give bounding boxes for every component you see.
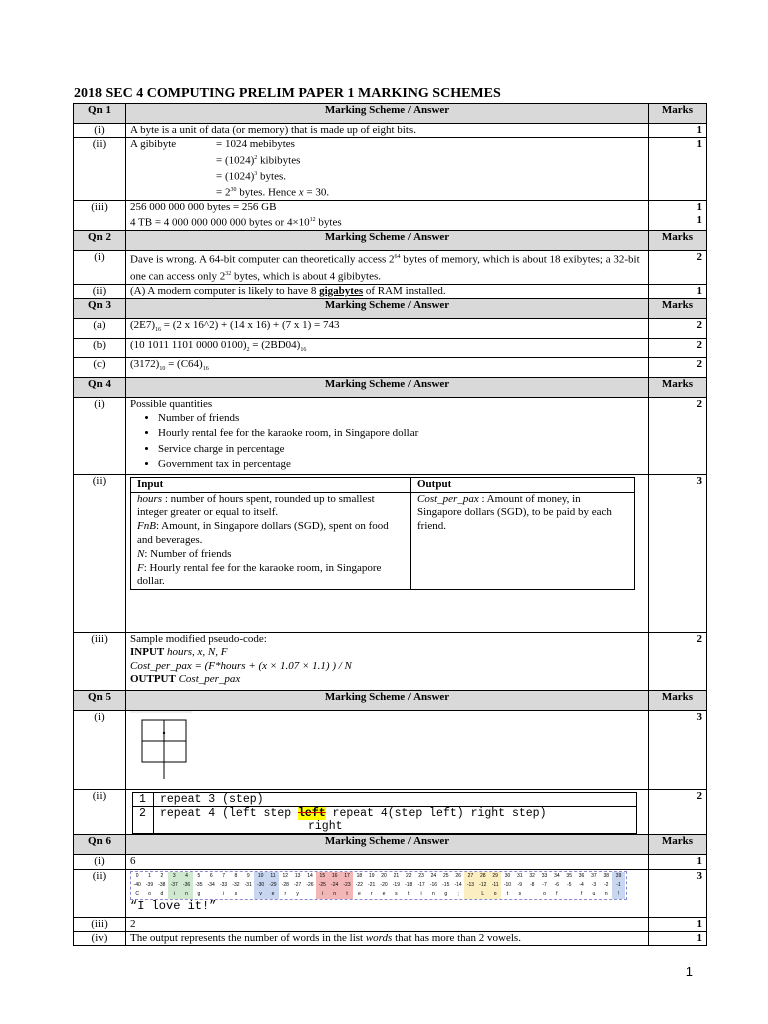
grid-cell-row3: n [329,890,341,899]
marks-value: 2 [649,790,707,835]
table-row [74,124,707,138]
grid-cell-row3: s [234,890,238,897]
table-row [74,284,707,298]
grid-cell-row1: 19 [368,872,375,879]
grid-cell-row2: -31 [244,881,252,888]
grid-cell-row3: o [543,890,546,897]
marks-value: 2 [649,397,707,474]
grid-cell-row2: -12 [477,881,489,890]
grid-cell-row3: L [477,890,489,899]
grid-cell-row3: s [395,890,398,897]
answer-output: “I love it!” [130,898,217,913]
answer-text: The output represents the number of words in the list words that has more than 2 vowels. [126,932,649,946]
marks-header: Marks [649,690,707,710]
grid-cell-row1: 7 [222,872,225,879]
grid-cell-row3 [242,890,254,899]
answer-text: (10 1011 1101 0000 $0100)_2 = (2BD04)_{16}$ [126,338,649,358]
grid-cell-row3: n [180,890,192,899]
grid-cell-row1: 23 [418,872,424,879]
grid-cell-row1: 20 [381,872,387,879]
grid-cell-row1: 26 [455,872,461,879]
marks-value: 2 [649,358,707,378]
grid-cell-row1: 32 [529,872,535,879]
grid-cell-row3: t [506,890,509,897]
grid-cell-row1: 11 [267,872,279,881]
answer-text: 6 [126,855,649,869]
quantities-list [130,411,644,472]
part-label: (a) [74,319,126,339]
grid-cell-row3: ! [612,890,624,899]
grid-cell-row2: -13 [464,881,476,890]
qn-label: Qn 5 [74,690,126,710]
marks-value: 2 [649,632,707,690]
grid-cell-row1: 15 [316,872,328,881]
table-row [74,474,707,632]
grid-cell-row1: 37 [591,872,597,879]
list-item: • Hourly rental fee for the karaoke room, in Singapore dollar [158,426,644,441]
grid-cell-row3: y [296,890,299,897]
grid-cell-row1: 36 [578,872,585,879]
grid-cell-row1: 0 [135,872,139,879]
grid-cell-row2: -7 [542,881,547,888]
grid-cell-row3: C [135,890,139,897]
marks-value: 3 [649,710,707,789]
table-row [74,790,707,835]
marks-value: 2 [649,251,707,284]
grid-cell-row3: g [444,890,448,897]
path-drawing [130,711,200,785]
part-label: (iv) [74,932,126,946]
marks-value: 2 [649,319,707,339]
grid-cell-row3 [526,890,538,899]
section-header-q5 [74,690,707,710]
grid-cell-row1: 35 [566,872,572,879]
grid-cell-row2: -28 [281,881,289,888]
answer-header: Marking Scheme / Answer [126,231,649,251]
grid-cell-row3: i [223,890,225,897]
grid-cell-row1: 16 [329,872,341,881]
answer-header: Marking Scheme / Answer [126,377,649,397]
part-label: (b) [74,338,126,358]
table-row [74,917,707,931]
marking-scheme-table [73,103,707,946]
grid-cell-row1: 6 [209,872,213,879]
grid-cell-row1: 8 [234,872,238,879]
grid-cell-row1: 29 [489,872,501,881]
grid-cell-row1: 3 [168,872,180,881]
table-row [74,397,707,474]
grid-cell-row2: -32 [232,881,240,888]
grid-cell-row1: 2 [160,872,164,879]
grid-cell-row2: -24 [329,881,341,890]
grid-cell-row2: -36 [180,881,192,890]
marks-value: 1 [649,138,707,201]
grid-cell-row2: -22 [355,881,363,888]
grid-cell-row2: -30 [254,881,266,890]
section-header-q6 [74,835,707,855]
grid-cell-row3: i [168,890,180,899]
grid-cell-row1: 14 [307,872,313,879]
grid-cell-row3: r [284,890,287,897]
grid-cell-row2: -18 [405,881,413,888]
struck-word: left [298,807,326,821]
grid-cell-row2: -21 [368,881,376,888]
grid-cell-row2: -2 [604,881,609,888]
answer-text [126,869,649,917]
table-row [74,338,707,358]
grid-cell-row3: o [148,890,151,897]
grid-cell-row2: -14 [454,881,462,888]
part-label: (i) [74,397,126,474]
marks-value: 1 [649,917,707,931]
answer-header: Marking Scheme / Answer [126,104,649,124]
grid-cell-row3: r [370,890,373,897]
grid-cell-row2: -39 [145,881,154,888]
grid-cell-row1: 27 [464,872,476,881]
section-header-q1 [74,104,707,124]
qn-label: Qn 2 [74,231,126,251]
grid-cell-row1: 5 [197,872,201,879]
grid-cell-row3: i [420,890,422,897]
grid-cell-row1: 28 [477,872,489,881]
grid-cell-row3 [304,890,316,899]
part-label: (i) [74,710,126,789]
answer-text: A gibibyte = 1024 mebibytes = $(1024)^2$ kibibytes = $(1024)^3$ bytes. = $2^{30}$ bytes. Hence x = 30. [126,138,649,201]
part-label: (iii) [74,201,126,231]
line-number: 2 [133,807,154,834]
marks-value: 1 1 [649,201,707,231]
part-label: (c) [74,358,126,378]
answer-text: Dave is wrong. A 64-bit computer can theoretically access $2^{64}$ bytes of memory, which is about 18 exibytes; a 32-bit one can access only $2^{32}$ bytes, which is about 4 gibibytes. [126,251,649,284]
grid-cell-row1: 33 [541,872,548,879]
output-cell: Cost_per_pax : Amount of money, in Singapore dollars (SGD), to be paid by each friend. [411,492,635,590]
table-row [74,138,707,201]
section-header-q2 [74,231,707,251]
part-label: (ii) [74,138,126,201]
table-row [74,319,707,339]
answer-header: Marking Scheme / Answer [126,835,649,855]
grid-cell-row3: e [357,890,361,897]
answer-text: Sample modified pseudo-code: INPUT hours, x, N, F Cost_per_pax = (F*hours + (x × 1.07 × 1.1) ) / N OUTPUT Cost_per_pax [126,632,649,690]
grid-cell-row3: n [432,890,435,897]
grid-cell-row1: 9 [246,872,250,879]
table-row [74,932,707,946]
grid-cell-row2: -17 [417,881,425,888]
grid-cell-row3: o [489,890,501,899]
marks-header: Marks [649,231,707,251]
grid-cell-row1: 17 [341,872,353,881]
grid-cell-row3: f [580,890,583,897]
grid-cell-row2: -25 [316,881,328,890]
grid-cell-row2: -3 [591,881,597,888]
part-label: (iii) [74,917,126,931]
line-number: 1 [133,793,154,807]
table-row [74,358,707,378]
qn-label: Qn 1 [74,104,126,124]
answer-text: $(2E7)_{16} = (2$ x 16^2) + (14 x 16) + (7 x 1) = 743 [126,319,649,339]
answer-text [126,474,649,632]
grid-cell-row2: -34 [207,881,215,888]
marks-value: 1 [649,932,707,946]
grid-cell-row1: 13 [294,872,301,879]
grid-cell-row3: t [341,890,353,899]
grid-cell-row3: t [408,890,410,897]
grid-cell-row2: -6 [554,881,560,888]
input-output-table [130,477,635,590]
grid-cell-row1: 39 [612,872,624,881]
grid-cell-row1: 21 [393,872,400,879]
grid-cell-row3: i [316,890,328,899]
grid-cell-row1: 34 [554,872,560,879]
grid-cell-row1: 10 [254,872,266,881]
marks-value: 1 [649,124,707,138]
list-item: • Government tax in percentage [158,457,644,472]
input-cell: hours : number of hours spent, rounded up to smallest integer greater or equal to itself. FnB: Amount, in Singapore dollars (SGD), spent on food and beverages. N: Number of friends F: Hourly rental fee for the karaoke room, in Singapore dollar. [131,492,411,590]
grid-cell-row2: -8 [529,881,535,888]
part-label: (ii) [74,284,126,298]
answer-header: Marking Scheme / Answer [126,299,649,319]
grid-cell-row2: -9 [517,881,523,888]
code-line: repeat 3 (step) [154,793,637,807]
answer-text: $(3172)_{10} = (C64)_{16}$ [126,358,649,378]
answer-code [126,790,649,835]
marks-value: 2 [649,338,707,358]
grid-cell-row1: 30 [504,872,511,879]
output-header: Output [411,477,635,492]
grid-cell-row3: n [604,890,608,897]
grid-cell-row2: -29 [267,881,279,890]
grid-cell-row1: 22 [405,872,412,879]
grid-cell-row1: 38 [603,872,610,879]
code-block [132,792,637,834]
grid-cell-row2: -37 [168,881,180,890]
qn-label: Qn 3 [74,299,126,319]
answer-text: 2 [126,917,649,931]
grid-cell-row2: -5 [566,881,572,888]
grid-cell-row2: -19 [392,881,400,888]
page-number: 1 [685,964,693,979]
marks-value: 3 [649,474,707,632]
grid-cell-row1: 12 [282,872,289,879]
marks-value: 1 [649,284,707,298]
section-header-q4 [74,377,707,397]
grid-cell-row1: 1 [148,872,151,879]
section-header-q3 [74,299,707,319]
table-row [74,251,707,284]
grid-cell-row3 [205,890,217,899]
grid-cell-row2: -38 [158,881,166,888]
answer-text: Possible quantities • Number of friends • Hourly rental fee for the karaoke room, in Singapore dollar • Service charge in percentage • Government tax in percentage [126,397,649,474]
grid-cell-row3 [563,890,575,899]
grid-cell-row1: 25 [442,872,449,879]
part-label: (i) [74,251,126,284]
grid-cell-row3: u [592,890,596,897]
grid-cell-row1: 18 [356,872,363,879]
grid-cell-row3: e [382,890,386,897]
grid-cell-row1: 24 [430,872,437,879]
grid-cell-row3: v [254,890,266,899]
grid-cell-row3: g [197,890,201,897]
answer-figure [126,710,649,789]
grid-cell-row2: -11 [489,881,501,890]
grid-cell-row1: 31 [517,872,523,879]
grid-cell-row3: d [160,890,164,897]
table-row [74,201,707,231]
grid-cell-row3: s [518,890,522,897]
marks-value: 1 [649,855,707,869]
grid-cell-row2: -40 [133,881,141,888]
grid-cell-row2: -10 [503,881,512,888]
marks-header: Marks [649,104,707,124]
grid-cell-row2: -4 [579,881,584,888]
answer-text: A byte is a unit of data (or memory) that is made up of eight bits. [126,124,649,138]
grid-cell-row2: -26 [306,881,314,888]
grid-cell-row3: e [267,890,279,899]
answer-header: Marking Scheme / Answer [126,690,649,710]
grid-cell-row2: -15 [442,881,450,888]
grid-cell-row1: 4 [180,872,192,881]
list-item: • Number of friends [158,411,644,426]
table-row [74,855,707,869]
answer-text: 256 000 000 000 bytes = 256 GB 4 TB = 4 000 000 000 000 bytes or $4\times 10^{12}$ bytes [126,201,649,231]
grid-cell-row2: -16 [429,881,438,888]
grid-cell-row2: -23 [341,881,353,890]
code-line: repeat 4 (left step left repeat 4(step left) right step) right [154,807,637,834]
grid-cell-row2: -20 [380,881,388,888]
page-title: 2018 SEC 4 COMPUTING PRELIM PAPER 1 MARKING SCHEMES [74,86,501,101]
string-index-grid [130,871,627,900]
table-row [74,869,707,917]
grid-cell-row2: -1 [612,881,624,890]
part-label: (ii) [74,869,126,917]
grid-cell-row3: ; [457,890,459,897]
table-row [74,632,707,690]
qn-label: Qn 6 [74,835,126,855]
grid-cell-row3: f [556,890,558,897]
table-row [74,710,707,789]
marks-header: Marks [649,835,707,855]
part-label: (ii) [74,790,126,835]
list-item: • Service charge in percentage [158,442,644,457]
part-label: (iii) [74,632,126,690]
answer-text: (A) A modern computer is likely to have 8 gigabytes of RAM installed. [126,284,649,298]
grid-cell-row2: -35 [195,881,203,888]
qn-label: Qn 4 [74,377,126,397]
marks-header: Marks [649,299,707,319]
marks-value: 3 [649,869,707,917]
grid-cell-row3 [464,890,476,899]
grid-cell-row2: -33 [219,881,228,888]
part-label: (i) [74,855,126,869]
part-label: (i) [74,124,126,138]
grid-cell-row2: -27 [294,881,302,888]
part-label: (ii) [74,474,126,632]
input-header: Input [131,477,411,492]
marks-header: Marks [649,377,707,397]
